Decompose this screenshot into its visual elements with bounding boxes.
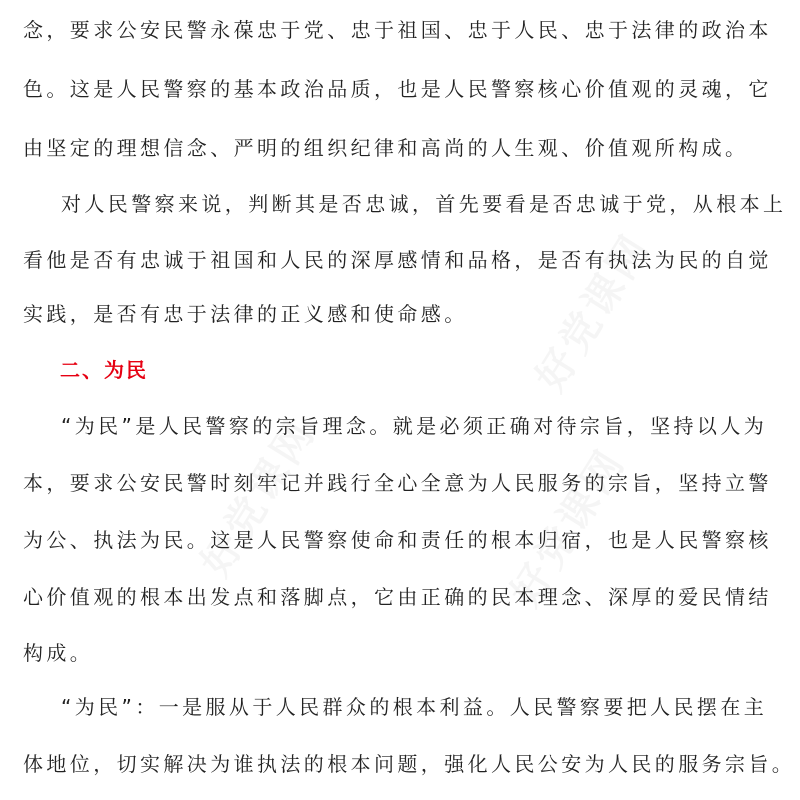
paragraph-line: “为民”：一是服从于人民群众的根本利益。人民警察要把人民摆在主 [61,695,768,719]
paragraph-line: 由坚定的理想信念、严明的组织纪律和高尚的人生观、价值观所构成。 [23,136,749,160]
watermark: 好党课网 [502,440,635,615]
watermark: 好党课网 [527,225,660,400]
paragraph-line: 体地位，切实解决为谁执法的根本问题，强化人民公安为人民的服务宗旨。 [23,752,796,776]
paragraph-line: 对人民警察来说，判断其是否忠诚，首先要看是否忠诚于党，从根本上 [61,192,787,216]
paragraph-line: 本，要求公安民警时刻牢记并践行全心全意为人民服务的宗旨，坚持立警 [23,471,772,495]
paragraph-line: “为民”是人民警察的宗旨理念。就是必须正确对待宗旨，坚持以人为 [61,414,768,438]
paragraph-line: 心价值观的根本出发点和落脚点，它由正确的民本理念、深厚的爱民情结 [23,585,772,609]
paragraph-line: 构成。 [23,641,94,665]
watermark: 好党课网 [192,410,325,585]
paragraph-line: 为公、执法为民。这是人民警察使命和责任的根本归宿，也是人民警察核 [23,528,772,552]
paragraph-line: 色。这是人民警察的基本政治品质，也是人民警察核心价值观的灵魂，它 [23,77,772,101]
section-heading: 二、为民 [60,358,148,382]
paragraph-line: 看他是否有忠诚于祖国和人民的深厚感情和品格，是否有执法为民的自觉 [23,248,772,272]
paragraph-line: 念，要求公安民警永葆忠于党、忠于祖国、忠于人民、忠于法律的政治本 [23,18,772,42]
paragraph-line: 实践，是否有忠于法律的正义感和使命感。 [23,302,468,326]
